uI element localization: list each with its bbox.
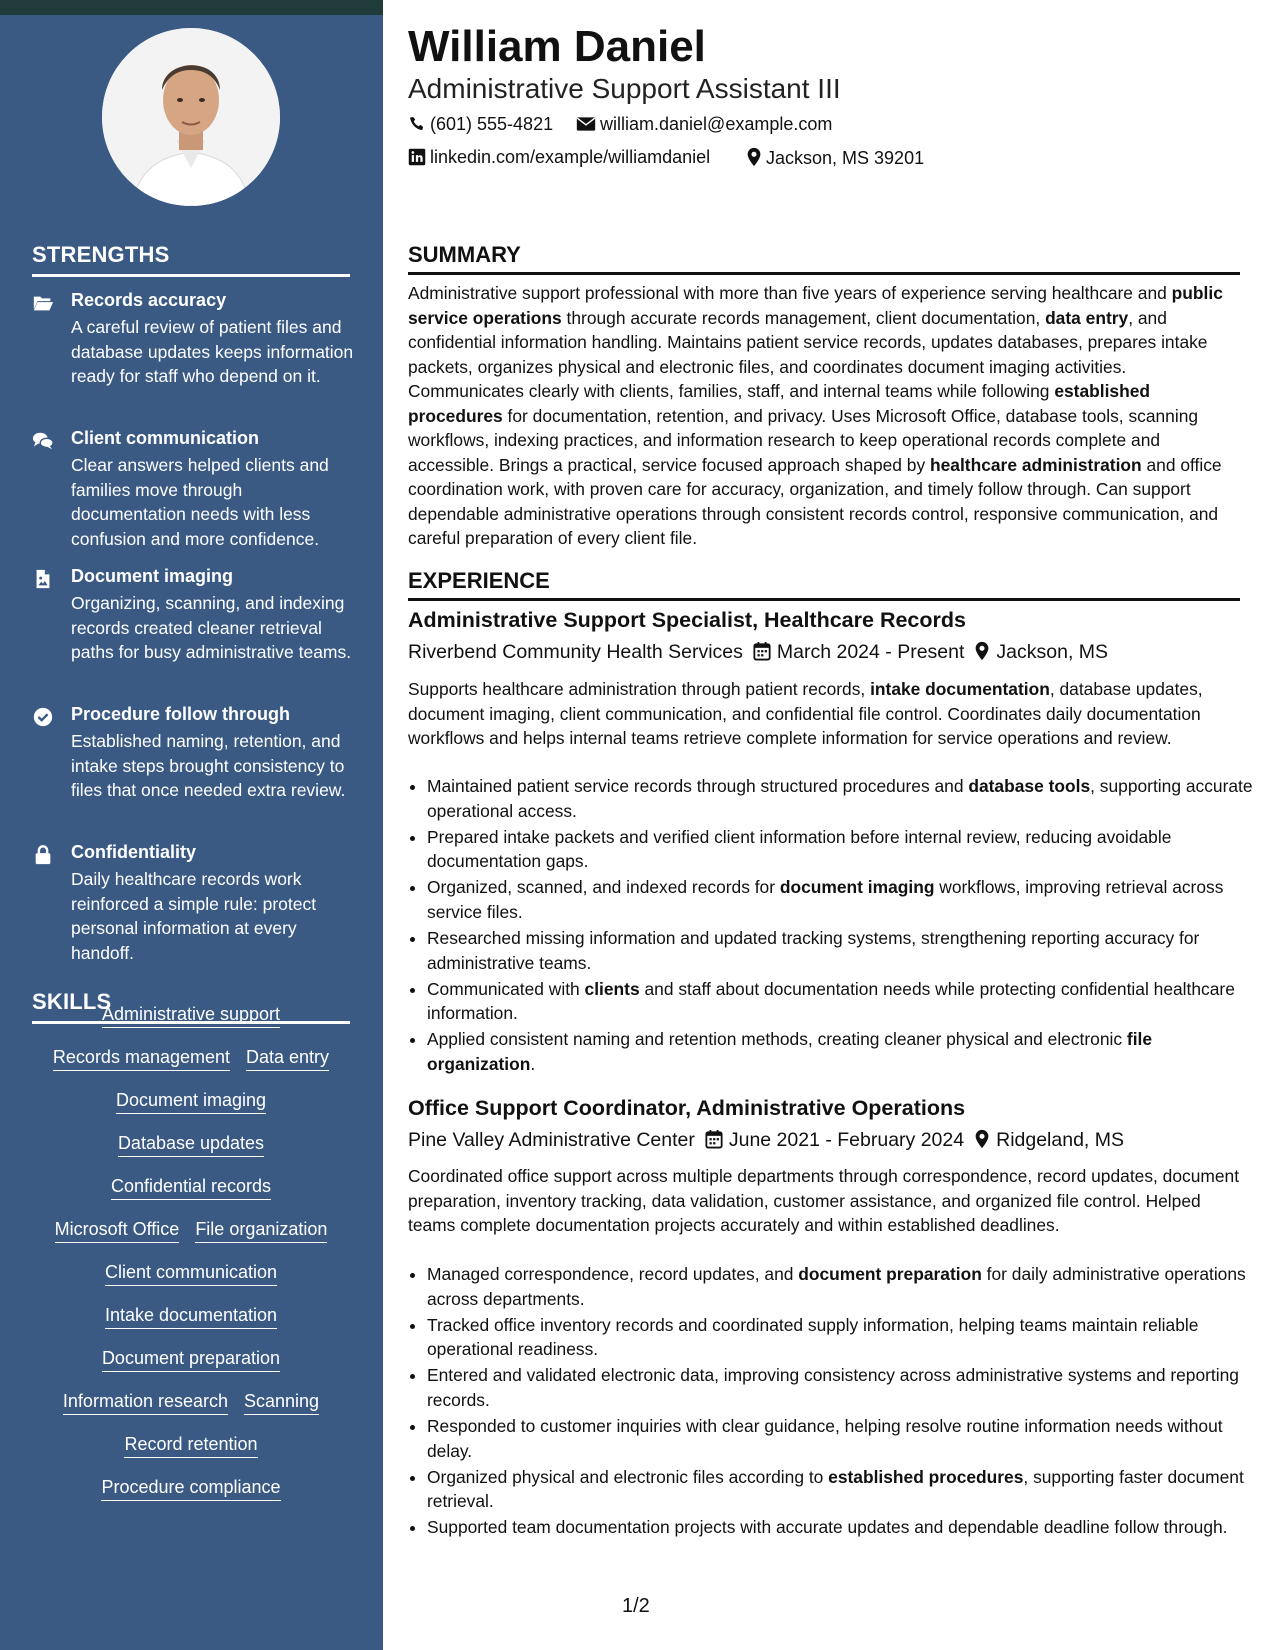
skill-tag: Information research <box>63 1391 228 1415</box>
job-bullet: • Researched missing information and updated tracking systems, strengthening reporting accuracy for administrative teams. <box>427 926 1259 975</box>
skill-row <box>32 1090 350 1114</box>
page-number: 1/2 <box>622 1595 650 1617</box>
map-pin-icon <box>746 147 762 167</box>
phone <box>408 114 553 135</box>
job-location: Ridgeland, MS <box>996 1129 1125 1151</box>
envelope-icon <box>576 115 596 133</box>
candidate-title: Administrative Support Assistant III <box>408 73 841 104</box>
summary-text: Administrative support professional with more than five years of experience serving healthcare and public service operations through accurate records management, client documentation, data entry, and confidential information handling. Maintains patient service records, updates databases, prepares intake packets, organizes physical and electronic files, and coordinates document imaging activities. Communicates clearly with clients, families, staff, and internal teams while following established procedures for documentation, retention, and privacy. Uses Microsoft Office, database tools, scanning workflows, indexing practices, and information research to keep operational records complete and accessible. Brings a practical, service focused approach shaped by healthcare administration and office coordination work, with proven care for accuracy, organization, and timely follow through. Can support dependable administrative operations through consistent records control, responsive communication, and careful preparation of every client file. <box>408 283 1223 548</box>
file-image-icon <box>32 568 54 590</box>
skill-row <box>32 1047 350 1071</box>
strength-description: Organizing, scanning, and indexing records created cleaner retrieval paths for busy administrative teams. <box>71 593 352 663</box>
skill-row <box>32 1219 350 1243</box>
location-text: Jackson, MS 39201 <box>766 148 925 168</box>
skill-row <box>32 1133 350 1157</box>
skill-tag: Confidential records <box>111 1176 271 1200</box>
strength-title: Procedure follow through <box>71 704 290 724</box>
strength-description: A careful review of patient files and database updates keeps information ready for staff who depend on it. <box>71 317 354 387</box>
skill-tag: Intake documentation <box>105 1305 277 1329</box>
skill-tag: File organization <box>195 1219 327 1243</box>
email-link[interactable]: william.daniel@example.com <box>600 114 833 134</box>
strength-title: Confidentiality <box>71 842 196 862</box>
folder-open-icon <box>32 292 54 314</box>
skill-tag: Database updates <box>118 1133 264 1157</box>
job-meta <box>408 641 1108 664</box>
skill-tag: Record retention <box>124 1434 257 1458</box>
skill-tag: Microsoft Office <box>55 1219 180 1243</box>
job-bullet: • Supported team documentation projects with accurate updates and dependable deadline follow through. <box>427 1515 1259 1540</box>
skill-row <box>32 1176 350 1200</box>
company: Riverbend Community Health Services <box>408 641 743 663</box>
phone-icon <box>408 115 426 133</box>
job-location: Jackson, MS <box>996 641 1109 663</box>
skill-tag: Data entry <box>246 1047 329 1071</box>
skill-tag: Scanning <box>244 1391 319 1415</box>
job-bullet: • Tracked office inventory records and coordinated supply information, helping teams maintain reliable operational readiness. <box>427 1313 1259 1362</box>
experience-heading: EXPERIENCE <box>408 568 1240 601</box>
job-bullet: • Maintained patient service records through structured procedures and database tools, supporting accurate operational access. <box>427 774 1259 823</box>
map-pin-icon <box>974 1129 990 1149</box>
job-bullets <box>408 774 1259 1078</box>
phone-text: (601) 555-4821 <box>430 114 554 134</box>
job-title: Office Support Coordinator, Administrative Operations <box>408 1096 966 1120</box>
strength-description: Established naming, retention, and intake steps brought consistency to files that once needed extra review. <box>71 731 346 801</box>
skill-row <box>32 1477 350 1501</box>
skill-tag: Client communication <box>105 1262 277 1286</box>
job-summary: Coordinated office support across multiple departments through correspondence, record updates, document preparation, inventory tracking, data validation, customer assistance, and organized file control. Helped teams complete documentation projects accurately and within established deadlines. <box>408 1166 1240 1235</box>
lock-icon <box>32 844 54 866</box>
job-bullet: • Prepared intake packets and verified client information before internal review, reducing avoidable documentation gaps. <box>427 825 1259 874</box>
linkedin-link[interactable]: linkedin.com/example/williamdaniel <box>430 147 711 167</box>
job-bullet: • Organized physical and electronic files according to established procedures, supporting faster document retrieval. <box>427 1465 1259 1514</box>
skill-row <box>32 1391 350 1415</box>
map-pin-icon <box>974 641 990 661</box>
skills-heading: SKILLS <box>32 989 350 1024</box>
location <box>746 147 924 169</box>
skill-tag: Document preparation <box>102 1348 280 1372</box>
strength-title: Records accuracy <box>71 290 227 310</box>
skill-tag: Document imaging <box>116 1090 266 1114</box>
calendar-icon <box>753 641 771 661</box>
summary-heading: SUMMARY <box>408 242 1240 275</box>
job-bullet: • Communicated with clients and staff about documentation needs while protecting confidential healthcare information. <box>427 977 1259 1026</box>
job-bullet: • Applied consistent naming and retention methods, creating cleaner physical and electronic file organization. <box>427 1027 1259 1076</box>
job-bullets <box>408 1262 1259 1542</box>
avatar <box>102 28 280 206</box>
skill-row <box>32 1348 350 1372</box>
strength-description: Daily healthcare records work reinforced a simple rule: protect personal information at every handoff. <box>71 869 317 963</box>
job-meta <box>408 1129 1124 1152</box>
strength-description: Clear answers helped clients and families move through documentation needs with less confusion and more confidence. <box>71 455 329 549</box>
job-bullet: • Entered and validated electronic data, improving consistency across administrative systems and reporting records. <box>427 1363 1259 1412</box>
job-bullet: • Managed correspondence, record updates, and document preparation for daily administrative operations across departments. <box>427 1262 1259 1311</box>
strengths-heading: STRENGTHS <box>32 242 350 277</box>
company: Pine Valley Administrative Center <box>408 1129 695 1151</box>
linkedin-icon <box>408 148 426 166</box>
email <box>576 114 832 135</box>
strength-title: Client communication <box>71 428 260 448</box>
skill-row <box>32 1004 350 1028</box>
job-title: Administrative Support Specialist, Healthcare Records <box>408 608 966 632</box>
skill-tag: Administrative support <box>102 1004 280 1028</box>
top-accent-bar <box>0 0 383 15</box>
job-bullet: • Organized, scanned, and indexed records for document imaging workflows, improving retrieval across service files. <box>427 875 1259 924</box>
skill-row <box>32 1262 350 1286</box>
skill-tag: Procedure compliance <box>101 1477 280 1501</box>
skill-row <box>32 1305 350 1329</box>
candidate-name: William Daniel <box>408 22 706 71</box>
skill-tag: Records management <box>53 1047 230 1071</box>
comments-icon <box>32 430 54 452</box>
sidebar <box>0 15 383 1650</box>
skill-row <box>32 1434 350 1458</box>
job-dates: June 2021 - February 2024 <box>728 1129 965 1151</box>
check-circle-icon <box>32 706 54 728</box>
linkedin <box>408 147 710 168</box>
calendar-icon <box>705 1129 723 1149</box>
strength-title: Document imaging <box>71 566 234 586</box>
job-dates: March 2024 - Present <box>776 641 965 663</box>
job-bullet: • Responded to customer inquiries with clear guidance, helping resolve routine information needs without delay. <box>427 1414 1259 1463</box>
job-summary: Supports healthcare administration through patient records, intake documentation, database updates, document imaging, client communication, and confidential file control. Coordinates daily documentation workflows and helps internal teams retrieve complete information for service operations and review. <box>408 679 1203 748</box>
